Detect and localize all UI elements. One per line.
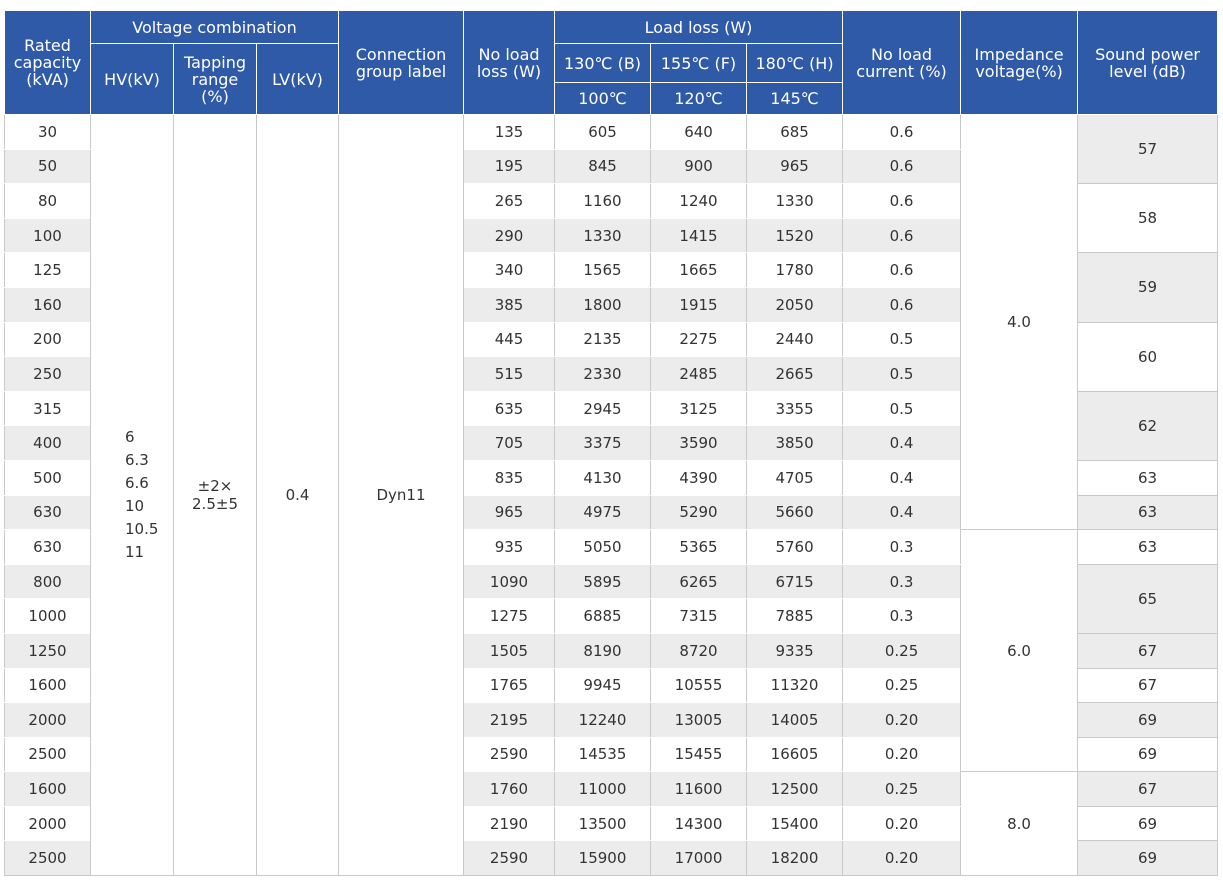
load-loss-h-cell: 3850 [747, 426, 843, 461]
capacity-cell: 400 [5, 426, 91, 461]
load-loss-b-cell: 1800 [555, 287, 651, 322]
header-ref-temp-b: 100℃ [555, 83, 651, 115]
no-load-current-cell: 0.4 [843, 460, 961, 495]
header-sound-power: Sound power level (dB) [1078, 11, 1218, 115]
no-load-current-cell: 0.3 [843, 530, 961, 565]
capacity-cell: 250 [5, 357, 91, 392]
no-load-current-cell: 0.6 [843, 287, 961, 322]
no-load-current-cell: 0.4 [843, 495, 961, 530]
load-loss-b-cell: 5050 [555, 530, 651, 565]
load-loss-b-cell: 13500 [555, 806, 651, 841]
sound-power-cell: 67 [1078, 772, 1218, 807]
no-load-current-cell: 0.20 [843, 841, 961, 876]
capacity-cell: 630 [5, 495, 91, 530]
header-ref-temp-f: 120℃ [651, 83, 747, 115]
load-loss-b-cell: 1160 [555, 184, 651, 219]
load-loss-b-cell: 12240 [555, 703, 651, 738]
connection-group-cell: Dyn11 [339, 115, 464, 876]
no-load-loss-cell: 1505 [464, 633, 555, 668]
load-loss-f-cell: 13005 [651, 703, 747, 738]
no-load-loss-cell: 935 [464, 530, 555, 565]
sound-power-cell: 60 [1078, 322, 1218, 391]
load-loss-h-cell: 12500 [747, 772, 843, 807]
impedance-voltage-cell: 8.0 [961, 772, 1078, 876]
capacity-cell: 500 [5, 460, 91, 495]
no-load-loss-cell: 1760 [464, 772, 555, 807]
no-load-current-cell: 0.4 [843, 426, 961, 461]
tapping-range-cell [174, 115, 257, 876]
sound-power-cell: 62 [1078, 391, 1218, 460]
no-load-loss-cell: 290 [464, 218, 555, 253]
load-loss-b-cell: 9945 [555, 668, 651, 703]
transformer-spec-table [4, 10, 1218, 876]
load-loss-f-cell: 2485 [651, 357, 747, 392]
hv-value: 6 [125, 428, 135, 447]
no-load-current-cell: 0.3 [843, 599, 961, 634]
load-loss-h-cell: 7885 [747, 599, 843, 634]
load-loss-h-cell: 2050 [747, 287, 843, 322]
hv-value: 6.6 [125, 474, 149, 493]
no-load-loss-cell: 135 [464, 115, 555, 150]
load-loss-b-cell: 14535 [555, 737, 651, 772]
no-load-loss-cell: 1090 [464, 564, 555, 599]
lv-cell: 0.4 [257, 115, 339, 876]
sound-power-cell: 69 [1078, 841, 1218, 876]
load-loss-f-cell: 17000 [651, 841, 747, 876]
load-loss-f-cell: 15455 [651, 737, 747, 772]
no-load-loss-cell: 385 [464, 287, 555, 322]
tapping-range-value: ±2× 2.5±5 [192, 477, 238, 514]
load-loss-h-cell: 1330 [747, 184, 843, 219]
load-loss-b-cell: 4975 [555, 495, 651, 530]
no-load-current-cell: 0.5 [843, 357, 961, 392]
no-load-current-cell: 0.20 [843, 806, 961, 841]
load-loss-f-cell: 3125 [651, 391, 747, 426]
load-loss-f-cell: 7315 [651, 599, 747, 634]
no-load-current-cell: 0.25 [843, 772, 961, 807]
header-hv: HV(kV) [91, 44, 174, 115]
load-loss-b-cell: 4130 [555, 460, 651, 495]
capacity-cell: 800 [5, 564, 91, 599]
header-connection-group: Connection group label [339, 11, 464, 115]
no-load-current-cell: 0.6 [843, 218, 961, 253]
load-loss-h-cell: 1780 [747, 253, 843, 288]
sound-power-cell: 63 [1078, 460, 1218, 495]
load-loss-b-cell: 1330 [555, 218, 651, 253]
load-loss-f-cell: 4390 [651, 460, 747, 495]
hv-value: 10 [125, 497, 145, 516]
load-loss-f-cell: 10555 [651, 668, 747, 703]
sound-power-cell: 63 [1078, 495, 1218, 530]
capacity-cell: 1600 [5, 668, 91, 703]
load-loss-h-cell: 16605 [747, 737, 843, 772]
sound-power-cell: 67 [1078, 668, 1218, 703]
load-loss-b-cell: 3375 [555, 426, 651, 461]
load-loss-f-cell: 3590 [651, 426, 747, 461]
no-load-loss-cell: 265 [464, 184, 555, 219]
capacity-cell: 1250 [5, 633, 91, 668]
load-loss-h-cell: 5660 [747, 495, 843, 530]
header-load-loss-h: 180℃ (H) [747, 44, 843, 83]
table-header [5, 11, 1218, 115]
header-ref-temp-h: 145℃ [747, 83, 843, 115]
no-load-loss-cell: 2590 [464, 737, 555, 772]
sound-power-cell: 58 [1078, 184, 1218, 253]
capacity-cell: 2500 [5, 737, 91, 772]
capacity-cell: 30 [5, 115, 91, 150]
sound-power-cell: 69 [1078, 703, 1218, 738]
impedance-voltage-cell: 6.0 [961, 530, 1078, 772]
load-loss-f-cell: 900 [651, 149, 747, 184]
capacity-cell: 2000 [5, 703, 91, 738]
load-loss-h-cell: 14005 [747, 703, 843, 738]
load-loss-f-cell: 5365 [651, 530, 747, 565]
sound-power-cell: 59 [1078, 253, 1218, 322]
load-loss-f-cell: 6265 [651, 564, 747, 599]
load-loss-h-cell: 9335 [747, 633, 843, 668]
header-voltage-combination: Voltage combination [91, 11, 339, 44]
no-load-loss-cell: 835 [464, 460, 555, 495]
capacity-cell: 2000 [5, 806, 91, 841]
capacity-cell: 315 [5, 391, 91, 426]
capacity-cell: 1000 [5, 599, 91, 634]
table-body [5, 115, 1218, 876]
no-load-loss-cell: 340 [464, 253, 555, 288]
no-load-current-cell: 0.6 [843, 115, 961, 150]
capacity-cell: 100 [5, 218, 91, 253]
no-load-loss-cell: 1765 [464, 668, 555, 703]
header-tapping-range: Tapping range (%) [174, 44, 257, 115]
load-loss-f-cell: 1415 [651, 218, 747, 253]
no-load-loss-cell: 445 [464, 322, 555, 357]
sound-power-cell: 63 [1078, 530, 1218, 565]
sound-power-cell: 67 [1078, 633, 1218, 668]
capacity-cell: 125 [5, 253, 91, 288]
no-load-current-cell: 0.20 [843, 703, 961, 738]
capacity-cell: 160 [5, 287, 91, 322]
no-load-loss-cell: 515 [464, 357, 555, 392]
no-load-loss-cell: 1275 [464, 599, 555, 634]
no-load-loss-cell: 195 [464, 149, 555, 184]
sound-power-cell: 69 [1078, 737, 1218, 772]
load-loss-b-cell: 11000 [555, 772, 651, 807]
load-loss-b-cell: 2135 [555, 322, 651, 357]
no-load-current-cell: 0.25 [843, 668, 961, 703]
header-rated-capacity: Rated capacity (kVA) [5, 11, 91, 115]
sound-power-cell: 69 [1078, 806, 1218, 841]
load-loss-h-cell: 18200 [747, 841, 843, 876]
header-lv: LV(kV) [257, 44, 339, 115]
load-loss-h-cell: 3355 [747, 391, 843, 426]
header-load-loss: Load loss (W) [555, 11, 843, 44]
no-load-current-cell: 0.3 [843, 564, 961, 599]
load-loss-f-cell: 640 [651, 115, 747, 150]
no-load-loss-cell: 2590 [464, 841, 555, 876]
load-loss-f-cell: 1915 [651, 287, 747, 322]
table-row [5, 115, 1218, 150]
no-load-current-cell: 0.25 [843, 633, 961, 668]
sound-power-cell: 57 [1078, 115, 1218, 184]
capacity-cell: 2500 [5, 841, 91, 876]
load-loss-b-cell: 845 [555, 149, 651, 184]
capacity-cell: 200 [5, 322, 91, 357]
load-loss-f-cell: 5290 [651, 495, 747, 530]
load-loss-f-cell: 1240 [651, 184, 747, 219]
load-loss-b-cell: 605 [555, 115, 651, 150]
no-load-current-cell: 0.5 [843, 391, 961, 426]
load-loss-b-cell: 6885 [555, 599, 651, 634]
load-loss-h-cell: 15400 [747, 806, 843, 841]
load-loss-b-cell: 2945 [555, 391, 651, 426]
load-loss-h-cell: 5760 [747, 530, 843, 565]
load-loss-b-cell: 5895 [555, 564, 651, 599]
no-load-current-cell: 0.20 [843, 737, 961, 772]
load-loss-f-cell: 2275 [651, 322, 747, 357]
load-loss-h-cell: 1520 [747, 218, 843, 253]
load-loss-b-cell: 8190 [555, 633, 651, 668]
load-loss-h-cell: 965 [747, 149, 843, 184]
no-load-loss-cell: 635 [464, 391, 555, 426]
header-load-loss-f: 155℃ (F) [651, 44, 747, 83]
load-loss-f-cell: 14300 [651, 806, 747, 841]
header-impedance-voltage: Impedance voltage(%) [961, 11, 1078, 115]
hv-value: 10.5 [125, 520, 159, 539]
load-loss-f-cell: 8720 [651, 633, 747, 668]
no-load-loss-cell: 965 [464, 495, 555, 530]
load-loss-h-cell: 11320 [747, 668, 843, 703]
load-loss-h-cell: 2440 [747, 322, 843, 357]
load-loss-f-cell: 11600 [651, 772, 747, 807]
load-loss-h-cell: 4705 [747, 460, 843, 495]
no-load-current-cell: 0.5 [843, 322, 961, 357]
sound-power-cell: 65 [1078, 564, 1218, 633]
no-load-current-cell: 0.6 [843, 184, 961, 219]
load-loss-f-cell: 1665 [651, 253, 747, 288]
load-loss-h-cell: 685 [747, 115, 843, 150]
capacity-cell: 630 [5, 530, 91, 565]
header-load-loss-b: 130℃ (B) [555, 44, 651, 83]
no-load-current-cell: 0.6 [843, 253, 961, 288]
capacity-cell: 80 [5, 184, 91, 219]
load-loss-b-cell: 1565 [555, 253, 651, 288]
impedance-voltage-cell: 4.0 [961, 115, 1078, 530]
hv-value: 6.3 [125, 451, 149, 470]
hv-cell [91, 115, 174, 876]
hv-value: 11 [125, 543, 145, 562]
no-load-current-cell: 0.6 [843, 149, 961, 184]
no-load-loss-cell: 2190 [464, 806, 555, 841]
load-loss-b-cell: 15900 [555, 841, 651, 876]
no-load-loss-cell: 2195 [464, 703, 555, 738]
load-loss-b-cell: 2330 [555, 357, 651, 392]
header-no-load-loss: No load loss (W) [464, 11, 555, 115]
no-load-loss-cell: 705 [464, 426, 555, 461]
capacity-cell: 1600 [5, 772, 91, 807]
capacity-cell: 50 [5, 149, 91, 184]
load-loss-h-cell: 6715 [747, 564, 843, 599]
load-loss-h-cell: 2665 [747, 357, 843, 392]
header-no-load-current: No load current (%) [843, 11, 961, 115]
